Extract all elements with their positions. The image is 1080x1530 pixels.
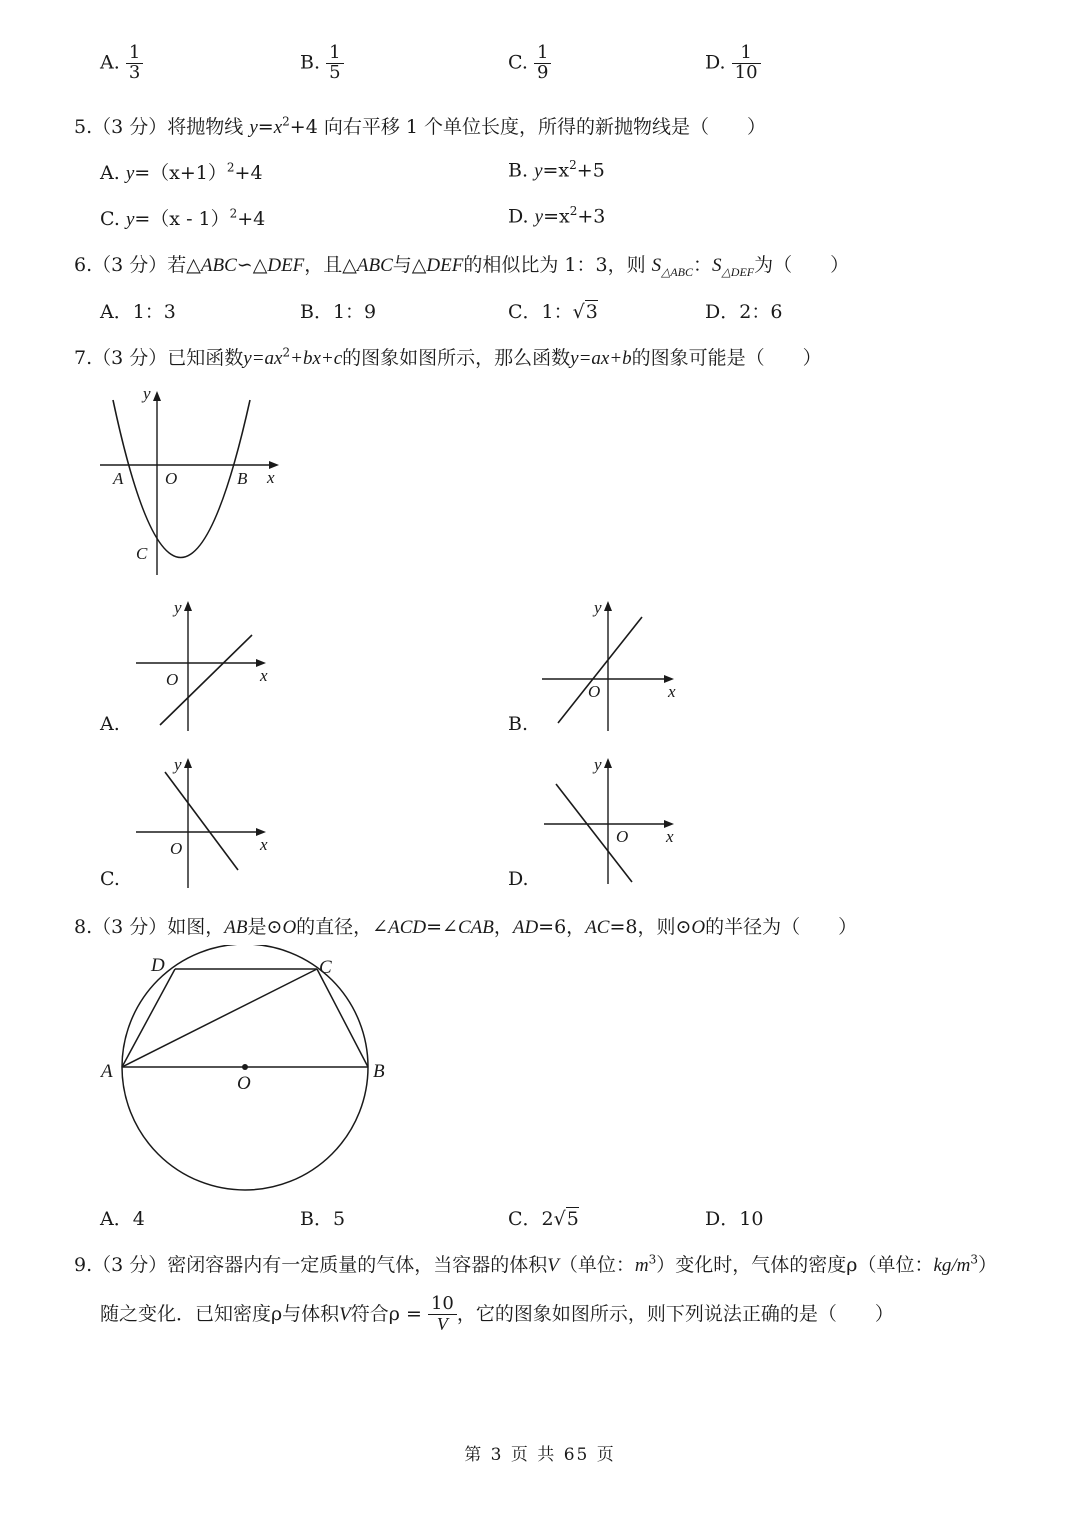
fraction: $\frac{1}{3}$ [126,44,143,83]
y-axis-arrow [184,601,192,611]
q6-option-b: B．1：9 [300,301,377,323]
chord-ad [122,969,175,1067]
q5-option-a: A. $y=(x+1)^2+4$ [100,160,263,184]
fraction: $\frac{1}{10}$ [732,44,761,83]
q7-parabola-graph [95,385,295,580]
y-label: y [594,755,602,774]
q8-option-b: B．5 [300,1208,346,1230]
y-axis-arrow [184,758,192,768]
center-point [242,1064,248,1070]
line-graph [558,617,642,723]
point-b-label: B [237,469,248,488]
x-label: x [668,682,676,701]
q5-stem: 5.（3 分）将抛物线 $y=x^2+4$ 向右平移 1 个单位长度，所得的新抛物线是（ ） [74,114,767,138]
chord-ac [122,969,317,1067]
parabola-curve [113,400,250,558]
x-label: x [666,827,674,846]
origin-label: O [166,670,179,689]
x-label: x [260,835,268,854]
q7-option-a-label: A. [100,713,120,735]
fraction: $\frac{1}{9}$ [534,44,551,83]
q8-option-d: D．10 [705,1208,764,1230]
chord-cb [317,969,368,1067]
point-a-label: A [113,469,124,488]
q4-option-d: D. $\frac{1}{10}$ [705,44,761,83]
fraction: $\frac{1}{5}$ [326,44,343,83]
point-c-label: C [136,544,148,563]
q5-option-b: B. $y=x^2+5$ [508,158,605,182]
y-axis-arrow [153,391,161,401]
q6-option-a: A．1：3 [100,301,176,323]
q8-stem: 8.（3 分）如图，AB是⊙O的直径，∠ACD=∠CAB，AD=6，AC=8，则⊙O的半径为（ ） [74,916,858,938]
q8-circle-figure [95,945,405,1200]
origin-label: O [588,682,601,701]
q6-option-c: C．1：√3 [508,301,598,323]
q7-option-d-label: D. [508,868,529,890]
q8-option-a: A．4 [100,1208,145,1230]
q9-stem-line2: 随之变化．已知密度ρ与体积V符合ρ = $\frac{10}{V}$ ，它的图象如图所示，则下列说法正确的是（ ） [100,1293,894,1334]
q4-option-b: B. $\frac{1}{5}$ [300,44,344,83]
origin-label: O [616,827,629,846]
q7-option-b-label: B. [508,713,529,735]
page-footer: 第 3 页 共 65 页 [464,1445,616,1465]
q4-option-a: A. $\frac{1}{3}$ [100,44,143,83]
point-a-label: A [101,1061,113,1082]
y-label: y [174,598,182,617]
point-c-label: C [319,957,332,978]
q7-option-c-label: C. [100,868,120,890]
q8-option-c: C．2√5 [508,1208,579,1230]
y-label: y [174,755,182,774]
sqrt-symbol: √5 [553,1208,579,1230]
y-label: y [143,385,151,403]
x-label: x [267,468,275,487]
point-d-label: D [151,955,165,976]
fraction: $\frac{10}{V}$ [428,1295,457,1335]
q5-option-c: C. y=（x - 1）$^2$+4 [100,206,266,230]
q7-option-c-graph [130,752,280,892]
q7-option-a-graph [130,595,280,735]
q7-stem: 7.（3 分）已知函数$y=ax^2+bx+c$的图象如图所示，那么函数y=ax+b的图象可能是（ ） [74,345,822,369]
q6-stem: 6.（3 分）若△ABC∽△DEF，且△ABC与△DEF的相似比为 1：3，则 $S_{\triangle ABC}$：$S_{\triangle DEF}$为（ ） [74,254,850,279]
point-o-label: O [237,1073,251,1094]
y-axis-arrow [604,758,612,768]
q5-option-d: D. $y=x^2+3$ [508,204,606,228]
q6-option-d: D．2：6 [705,301,783,323]
y-axis-arrow [604,601,612,611]
origin-label: O [165,469,178,488]
q4-option-c: C. $\frac{1}{9}$ [508,44,551,83]
sqrt-symbol: √3 [572,301,598,323]
x-label: x [260,666,268,685]
q9-stem-line1: 9.（3 分）密闭容器内有一定质量的气体，当容器的体积V（单位：$m^3$）变化时，气体的密度ρ（单位：$kg/m^3$） [74,1252,998,1276]
point-b-label: B [373,1061,385,1082]
origin-label: O [170,839,183,858]
y-label: y [594,598,602,617]
q7-option-b-graph [538,595,688,735]
q7-option-d-graph [540,752,690,892]
